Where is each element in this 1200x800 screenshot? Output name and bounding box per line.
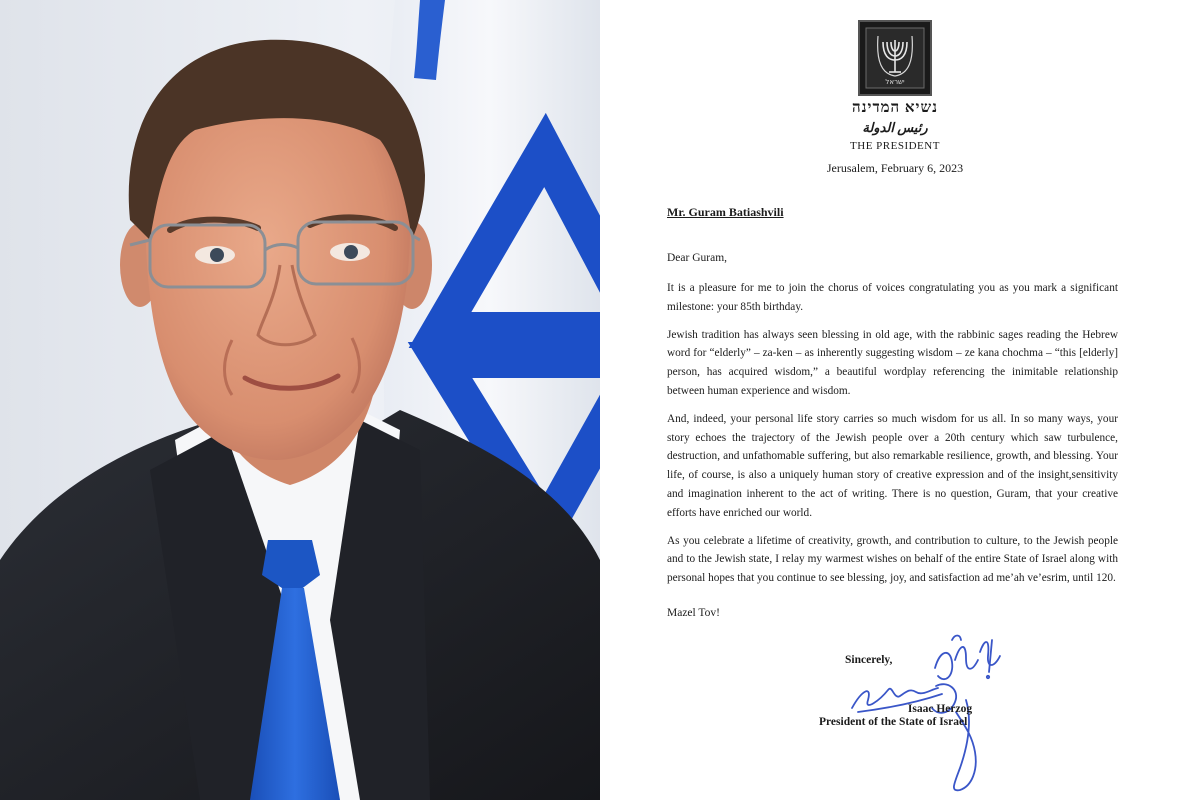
state-emblem <box>858 20 932 96</box>
recipient-name: Mr. Guram Batiashvili <box>667 205 784 219</box>
salutation: Dear Guram, <box>667 252 728 264</box>
paragraph: It is a pleasure for me to join the chorus of voices congratulating you as you mark a significant milestone: your 85th birthday. <box>667 282 1118 313</box>
paragraph: And, indeed, your personal life story carries so much wisdom for us all. In so many ways, your story echoes the trajectory of the Jewish people over a 20th century which saw turbulence, destruction, and unfathomable suffering, but also remarkable resilience, growth, and blessing. Your life, of course, is also a uniquely human story of creative expression and of the insight,sensitivity and imagination inherent to the act of writing. There is no question, Guram, that your creative efforts have enriched our world. <box>667 412 1118 519</box>
emblem-inscription: ישראל <box>885 78 905 86</box>
letterhead-arabic: رئيس الدولة <box>862 120 928 135</box>
presidential-letter <box>600 0 1200 800</box>
letterhead-english: THE PRESIDENT <box>850 140 940 152</box>
letterhead-hebrew: נשיא המדינה <box>852 100 938 116</box>
signer-name: Isaac Herzog <box>907 703 973 715</box>
dateline: Jerusalem, February 6, 2023 <box>826 161 964 175</box>
menorah-icon <box>860 22 930 94</box>
closing-line: Mazel Tov! <box>667 607 720 619</box>
paragraph: Jewish tradition has always seen blessing in old age, with the rabbinic sages reading the Hebrew word for “elderly” – za-ken – as inherently suggesting wisdom – ze kana chochma – “this [elderly] person, has acquired wisdom,” a beautiful wordplay referencing the inimitable relationship between human experience and wisdom. <box>667 328 1118 397</box>
sign-off: Sincerely, <box>845 654 893 666</box>
paragraph: As you celebrate a lifetime of creativity, growth, and contribution to culture, to the Jewish people and to the Jewish state, I relay my warmest wishes on behalf of the entire State of Israel along with personal hopes that you continue to see blessing, joy, and satisfaction ad me’ah ve’esrim, until 120. <box>667 534 1118 585</box>
letter-body <box>667 279 1118 597</box>
signer-title: President of the State of Israel <box>819 716 968 728</box>
